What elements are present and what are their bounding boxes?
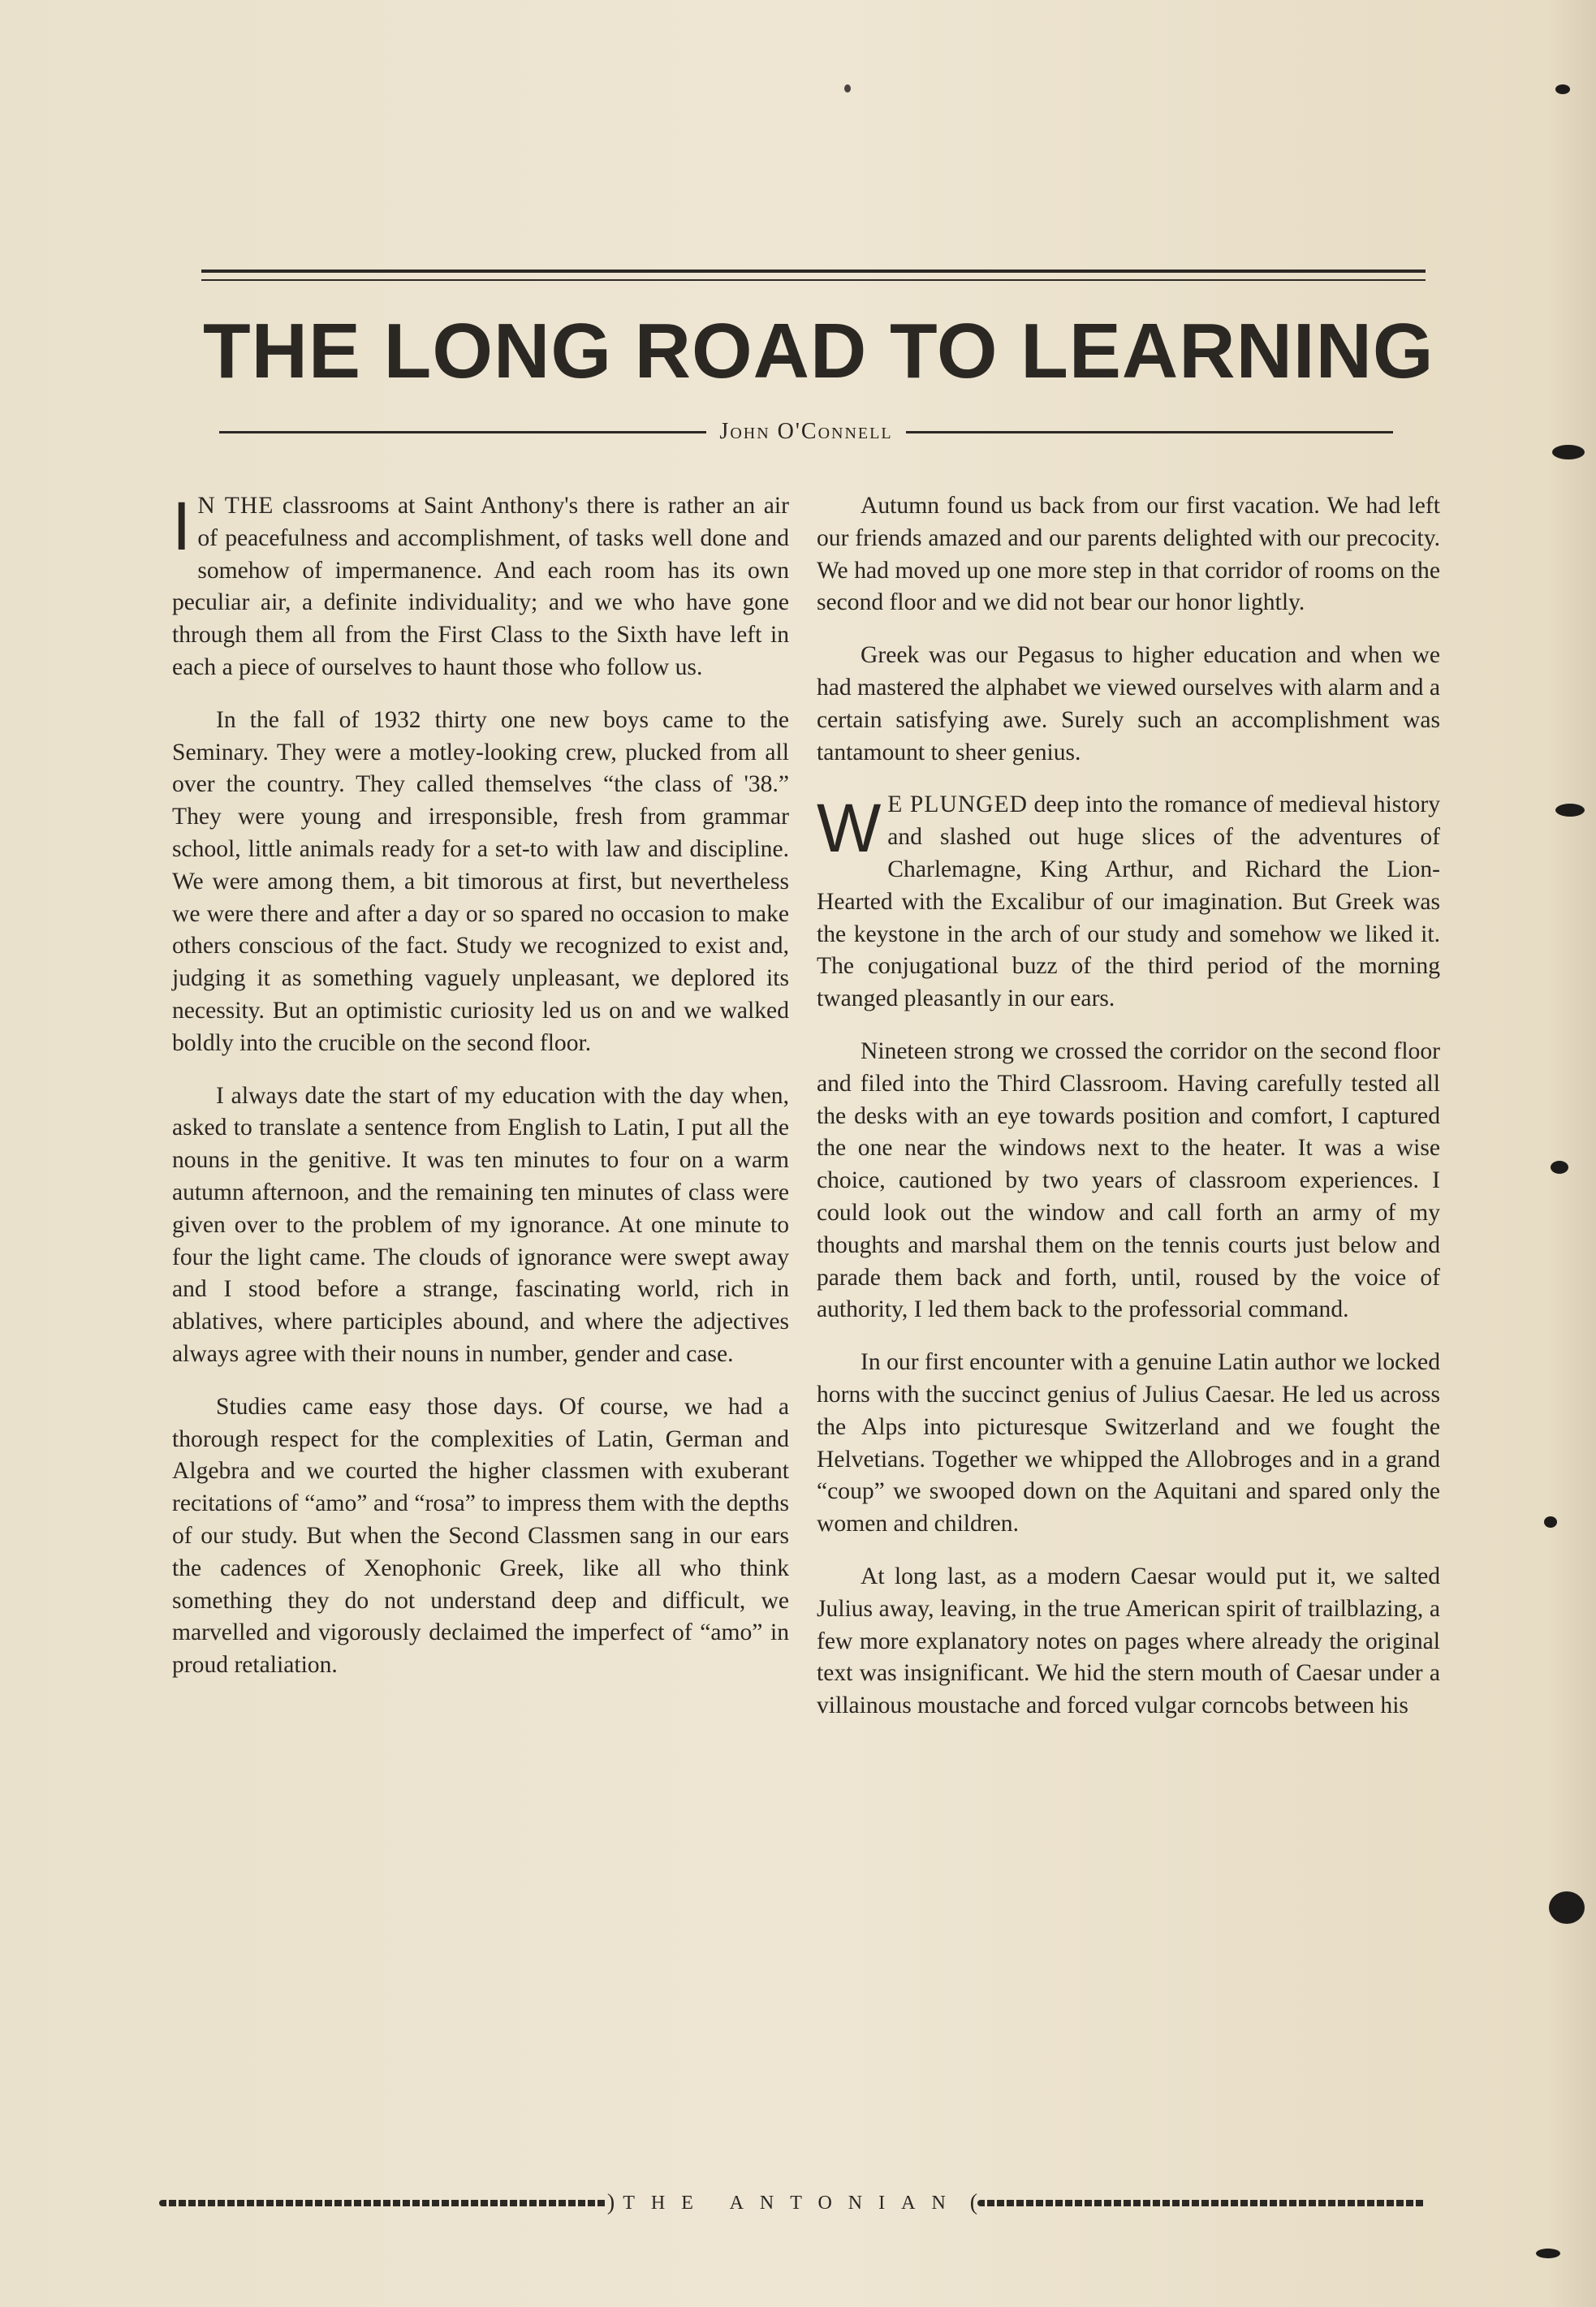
binding-speck (1544, 1516, 1557, 1528)
paragraph (172, 490, 789, 684)
publication-name: THE ANTONIAN (623, 2192, 962, 2214)
binding-speck (1536, 2249, 1560, 2258)
binding-speck (1555, 804, 1585, 817)
footer-bracket-right: ( (969, 2190, 978, 2215)
paragraph-text: classrooms at Saint Anthony's there is rather an air of peacefulness and accomplishment, of tasks well done and somehow of impermanence. And each room has its own peculiar air, a definite individuality; and we who have gone through them all from the First Class to the Sixth have left in each a piece of ourselves to haunt those who follow us. (172, 493, 790, 680)
drop-cap: I (172, 488, 192, 564)
printer-mark (844, 84, 851, 93)
byline-rule-left (219, 431, 706, 433)
paragraph: In the fall of 1932 thirty one new boys came to the Seminary. They were a motley-looking crew, plucked from all over the country. They called themselves “the class of '38.” They were young and irresponsible, fresh from grammar school, little animals ready for a set-to with law and discipline. We were among them, a bit timorous at first, but nevertheless we were there and after a day or so spared no occasion to make others conscious of the fact. Study we recognized to exist and, judging it as something vaguely unpleasant, we deplored its necessity. But an optimistic curiosity led us on and we walked boldly into the crucible on the second floor. (172, 706, 789, 1056)
paragraph: Nineteen strong we crossed the corridor on the second floor and filed into the Third Classroom. Having carefully tested all the desks with an eye towards position and comfort, I captured the one near the windows next to the heater. It was a wise choice, cautioned by two years of classroom experiences. I could look out the window and call forth an army of my thoughts and marshal them on the tennis courts just below and parade them back and forth, until, roused by the voice of authority, I led them back to the professorial command. (817, 1037, 1440, 1323)
footer-bracket-left: ) (606, 2190, 615, 2215)
byline (219, 416, 1393, 448)
text-column-right (817, 490, 1440, 1743)
binding-speck (1552, 445, 1585, 459)
binding-speck (1555, 84, 1570, 94)
page-footer (159, 2187, 1426, 2219)
paragraph: Studies came easy those days. Of course, we had a thorough respect for the complexities of Latin, German and Algebra and we courted the higher classmen with exuberant recitations of “amo” and “rosa” to impress them with the depths of our study. But when the Second Classmen sang in our ears the cadences of Xenophonic Greek, like all who think something they do not understand deep and difficult, we marvelled and vigorously declaimed the imperfect of “amo” in proud retaliation. (172, 1393, 789, 1679)
paragraph: At long last, as a modern Caesar would put it, we salted Julius away, leaving, in the true American spirit of trailblazing, a few more explanatory notes on pages where already the original text was insignificant. We hid the stern mouth of Caesar under a villainous moustache and forced vulgar corncobs between his (817, 1563, 1440, 1719)
text-column-left (172, 490, 789, 1702)
binding-speck (1551, 1161, 1568, 1174)
paragraph (817, 789, 1440, 1016)
header-rule-bottom (201, 279, 1426, 281)
footer-ornament-right (977, 2200, 1426, 2206)
binding-speck (1549, 1891, 1585, 1924)
paragraph: Autumn found us back from our first vacation. We had left our friends amazed and our parents delighted with our precocity. We had moved up one more step in that corridor of rooms on the second floor and we did not bear our honor lightly. (817, 493, 1440, 616)
lead-in: E PLUNGED (887, 791, 1029, 818)
header-rule-top (201, 270, 1426, 273)
paragraph-text: deep into the romance of medieval history and slashed out huge slices of the adventures of Charlemagne, King Arthur, and Richard the Lion-Hearted with the Excalibur of our imagination. But Greek was the keystone in the arch of our study and somehow we liked it. The conjugational buzz of the third period of the morning twanged pleasantly in our ears. (817, 791, 1440, 1012)
article-title: THE LONG ROAD TO LEARNING (203, 308, 1434, 395)
paragraph: In our first encounter with a genuine Latin author we locked horns with the succinct genius of Julius Caesar. He led us across the Alps into picturesque Switzerland and we fought the Helvetians. Together we whipped the Allobroges and in a grand “coup” we swooped down on the Aquitani and spared only the women and children. (817, 1349, 1440, 1537)
author-name: John O'Connell (719, 419, 893, 444)
drop-cap: W (817, 790, 882, 867)
footer-ornament-left (159, 2200, 607, 2206)
paragraph: Greek was our Pegasus to higher education and when we had mastered the alphabet we viewed ourselves with alarm and a certain satisfying awe. Surely such an accomplishment was tantamount to sheer genius. (817, 642, 1440, 765)
paragraph: I always date the start of my education with the day when, asked to translate a sentence from English to Latin, I put all the nouns in the genitive. It was ten minutes to four on a warm autumn afternoon, and the remaining ten minutes of class were given over to the problem of my ignorance. At one minute to four the light came. The clouds of ignorance were swept away and I stood before a strange, fascinating world, rich in ablatives, where participles abound, and where the adjectives always agree with their nouns in number, gender and case. (172, 1082, 789, 1367)
lead-in: N THE (197, 493, 274, 519)
byline-rule-right (906, 431, 1393, 433)
